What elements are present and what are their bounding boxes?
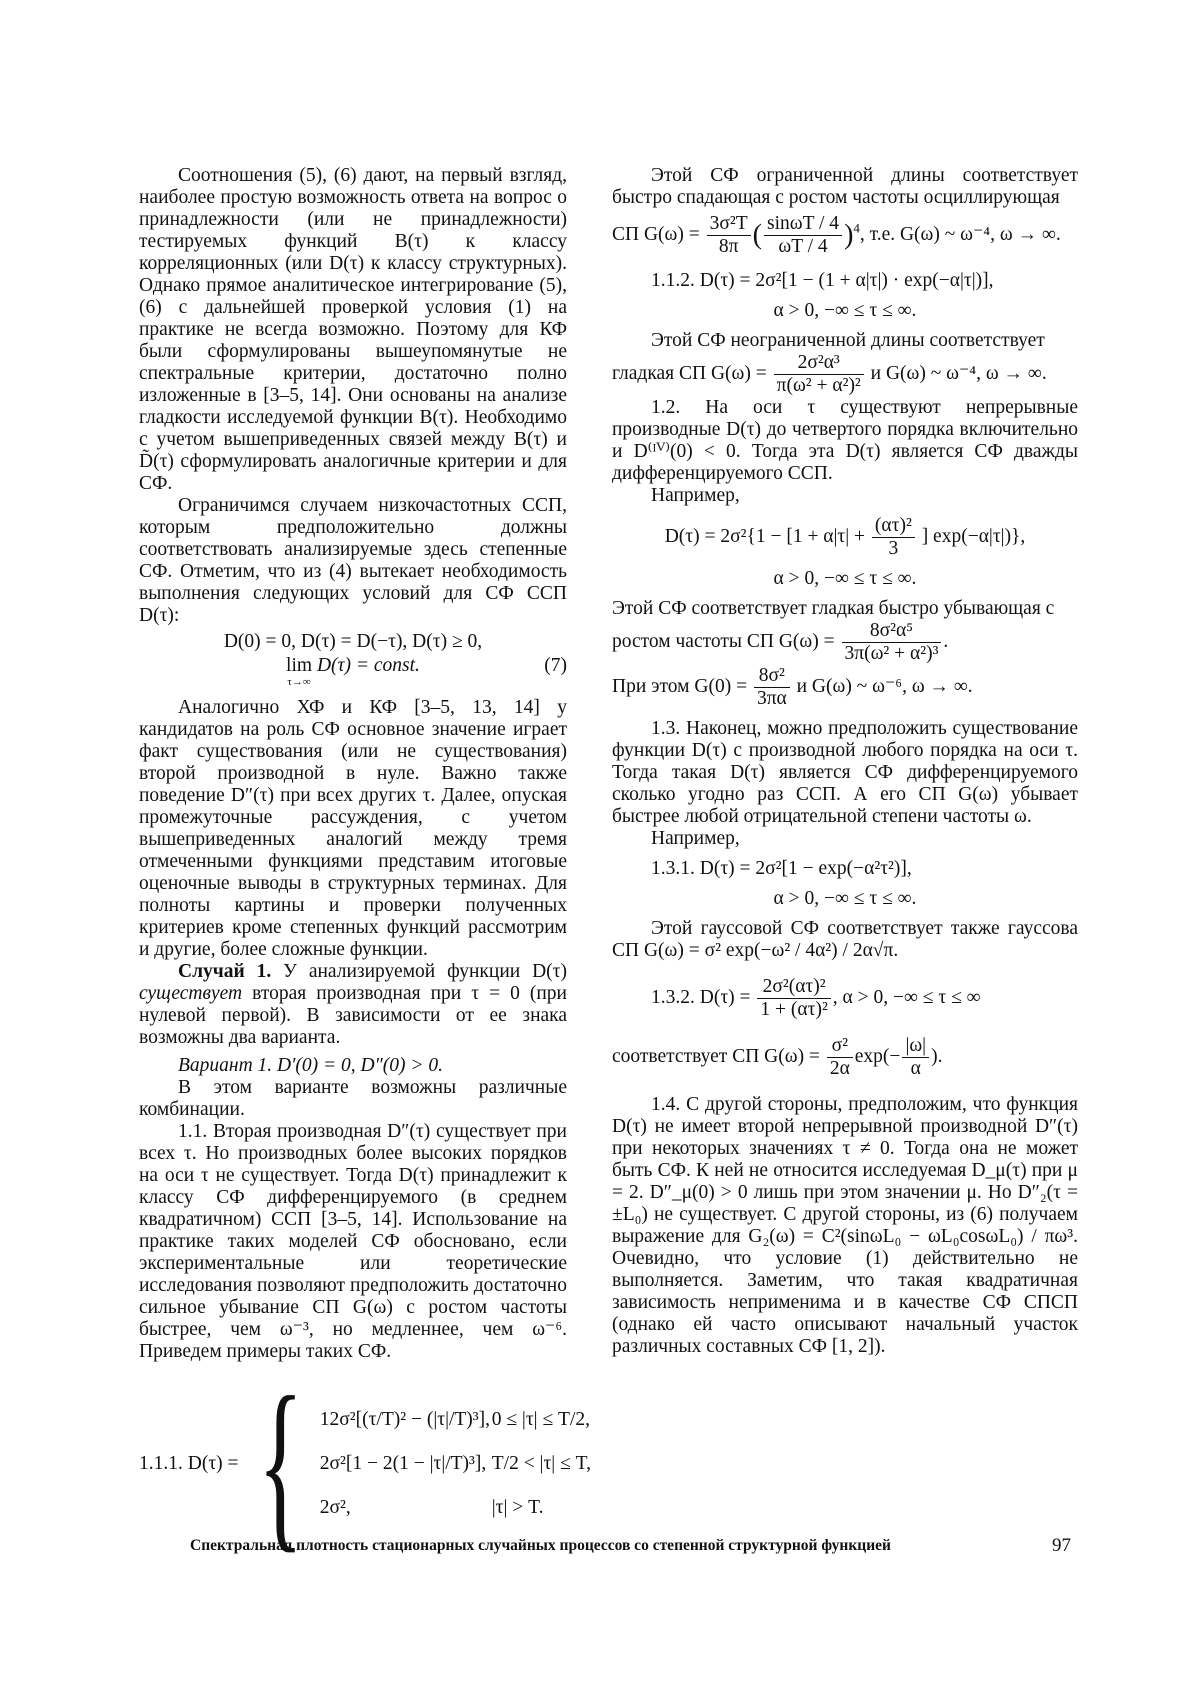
lim-operator: lim [286,655,313,676]
eq-text: ] exp(−α|τ|)}, [921,525,1026,547]
equation-number: (7) [544,655,567,676]
paragraph: Этой СФ неограниченной длины соответствует [651,330,1045,351]
right-column [612,165,1078,1358]
paragraph: Ограничимся случаем низкочастотных ССП, которым предположительно должны соответствовать анализируемые здесь степенные СФ. Отметим, что из (4) вытекает необходимость выполнения следующих условий для СФ ССП D(τ): [139,495,567,626]
eq-text: и G(ω) ~ ω⁻⁴, ω → ∞. [870,362,1047,384]
case-heading: Случай 1. [178,961,272,982]
spectral-density-5 [612,1035,1078,1080]
spectral-density-2 [612,352,1078,397]
denominator: 3 [888,538,899,559]
equation-7a: D(0) = 0, D(τ) = D(−τ), D(τ) ≥ 0, [223,631,483,652]
equation-1-3-2 [612,976,1078,1021]
fraction [754,665,790,710]
paragraph: Например, [651,828,740,849]
variant-heading: Вариант 1. D′(0) = 0, D″(0) > 0. [178,1055,444,1076]
eq-text: и G(ω) ~ ω⁻⁶, ω → ∞. [796,675,973,697]
paragraph: 1.2. На оси τ существуют непрерывные производные D(τ) до четвертого порядка включительно и D⁽ᴵⱽ⁾(0) < 0. Тогда эта D(τ) является СФ дважды дифференцируемого ССП. [612,397,1078,484]
eq-text: exp(− [854,1045,901,1067]
paragraph: 1.4. С другой стороны, предположим, что функция D(τ) не имеет второй непрерывной производной D″(τ) при некоторых значениях τ ≠ 0. Тогда она не может быть СФ. К ней не относится исследуемая D_μ(τ) при μ = 2. D″_μ(0) > 0 лишь при этом значении μ. Но D″₂(τ = ±L₀) не существует. С другой стороны, из (6) получаем выражение для G₂(ω) = C²(sinωL₀ − ωL₀cosωL₀) / πω³. Очевидно, что условие (1) действительно не выполняется. Заметим, что такая квадратичная зависимость неприменима и в качестве СФ СПСП (однако ей часто описывают начальный участок различных составных СФ [1, 2]). [612,1094,1078,1357]
numerator: sinωT / 4 [764,213,842,236]
paragraph: 1.1. Вторая производная D″(τ) существует при всех τ. Но производных более высоких порядков на оси τ не существует. Тогда D(τ) принадлежит к классу СФ дифференцируемого (в среднем квадратичном) ССП [3–5, 14]. Использование на практике таких моделей СФ обосновано, если экспериментальные или теоретические исследования позволяют предположить достаточно сильное убывание СП G(ω) с ростом частоты быстрее, чем ω⁻³, но медленнее, чем ω⁻⁶. Приведем примеры таких СФ. [139,1121,567,1362]
numerator: (ατ)² [872,515,915,538]
left-column [139,165,591,1569]
equation-1-1-1 [139,1359,591,1569]
eq-label: 1.1.1. D(τ) = [139,1453,239,1474]
paragraph: Этой гауссовой СФ соответствует также гауссова СП G(ω) = σ² exp(−ω² / 4α²) / 2α√π. [612,918,1078,961]
denominator: π(ω² + α²)² [776,375,861,396]
eq-text: , α > 0, −∞ ≤ τ ≤ ∞ [832,986,981,1008]
case-text-b: вторая производная при τ = 0 (при нулевой первой). В зависимости от ее знака возможны два варианта. [139,983,567,1048]
running-footer-title: Спектральная плотность стационарных случайных процессов со степенной структурной функцией [190,1537,891,1554]
fraction [764,213,842,258]
eq-text: 1.3.2. D(τ) = [651,986,751,1008]
page-number: 97 [1052,1535,1071,1556]
numerator: 3σ²T [707,213,751,236]
denominator: 3π(ω² + α²)³ [844,643,939,664]
paragraph: Этой СФ ограниченной длины соответствует быстро спадающая с ростом частоты осциллирующая [612,165,1078,208]
denominator: 8π [718,236,739,257]
eq-text: , т.е. G(ω) ~ ω⁻⁴, ω → ∞. [859,223,1061,245]
piecewise-rows [320,1409,602,1519]
numerator: σ² [827,1035,853,1058]
fraction [902,1035,929,1080]
numerator: 2σ²(ατ)² [757,976,830,999]
eq-text: соответствует СП G(ω) = [612,1045,820,1067]
eq-text: D(τ) = 2σ²{1 − [1 + α|τ| + [664,525,866,547]
case-emphasis: существует [139,983,243,1004]
condition-line: α > 0, −∞ ≤ τ ≤ ∞. [773,300,917,321]
piece-condition: T/2 < |τ| ≤ T, [491,1453,591,1474]
paragraph: Например, [651,485,740,506]
numerator: 8σ²α⁵ [842,620,942,643]
paragraph: Этой СФ соответствует гладкая быстро убывающая с ростом частоты СП [612,598,1055,652]
equation-1-2 [612,515,1078,560]
exponent: 4 [853,220,860,236]
lim-subscript: τ→∞ [287,676,311,688]
numerator: |ω| [902,1035,929,1058]
fraction [757,976,830,1021]
spectral-density-3: G(ω) = $\frac{\text{8σ²α⁵}}{\text{3π(ω² + α²)³}}$ . [778,620,949,664]
eq-text: При этом G(0) = [612,675,748,697]
fraction [827,1035,853,1080]
denominator: 2α [829,1058,850,1079]
brace-symbol: { [257,1359,303,1569]
eq-text: ). [931,1045,943,1067]
numerator: 2σ²α³ [774,352,864,375]
denominator: 1 + (ατ)² [760,999,828,1020]
lim-expression: D(τ) = const. [316,655,420,676]
fraction [707,213,751,258]
fraction [774,352,864,397]
denominator: 3πα [756,688,787,709]
equation-1-3-1: 1.3.1. D(τ) = 2σ²[1 − exp(−α²τ²)], [651,858,912,879]
paragraph: В этом варианте возможны различные комбинации. [139,1077,567,1120]
piece-condition: |τ| > T. [491,1497,544,1518]
equation-1-1-2: 1.1.2. D(τ) = 2σ²[1 − (1 + α|τ|) · exp(−α|τ|)], [651,270,994,291]
condition-line: α > 0, −∞ ≤ τ ≤ ∞. [773,568,917,589]
case-text-a: У анализируемой функции D(τ) [271,961,567,982]
paragraph: 1.3. Наконец, можно предположить существование функции D(τ) с производной любого порядка на оси τ. Тогда такая D(τ) является СФ дифференцируемого сколько угодно раз ССП. А его СП G(ω) убывает быстрее любой отрицательной степени частоты ω. [612,718,1078,827]
equation-7b [139,655,567,689]
piece-expression: 2σ²[1 − 2(1 − |τ|/T)³], [319,1453,487,1474]
spectral-density-4 [612,665,1078,710]
piece-expression: 12σ²[(τ/T)² − (|τ|/T)³], [319,1409,491,1430]
eq-text: G(ω) = [778,630,835,652]
piece-condition: 0 ≤ |τ| ≤ T/2, [491,1409,590,1430]
denominator: α [910,1058,921,1079]
spectral-density-1: СП G(ω) = $\frac{\text{3σ²T}}{8\pi}$ ( $\frac{\sin\omega T / 4}{\omega T / 4}$ )$^4$, т.е. G(ω) ~ ω⁻⁴, ω → ∞. [612,213,1061,257]
paragraph: Аналогично ХФ и КФ [3–5, 13, 14] у кандидатов на роль СФ основное значение играет факт существования (или не существования) второй производной в нуле. Важно также поведение D″(τ) при всех других τ. Далее, опуская промежуточные рассуждения, с учетом вышеприведенных аналогий между тремя отмеченными функциями представим итоговые оценочные выводы в структурных терминах. Для полноты картины и проверки полученных критериев кроме степенных функций рассмотрим и другие, более сложные функции. [139,697,567,960]
piece-expression: 2σ², [319,1497,351,1518]
numerator: 8σ² [754,665,790,688]
condition-line: α > 0, −∞ ≤ τ ≤ ∞. [773,888,917,909]
paragraph: Соотношения (5), (6) дают, на первый взгляд, наиболее простую возможность ответа на вопрос о принадлежности (или не принадлежности) тестируемых функций B(τ) к классу корреляционных (или D(τ) к классу структурных). Однако прямое аналитическое интегрирование (5), (6) с дальнейшей проверкой условия (1) на практике не всегда возможно. Поэтому для КФ были сформулированы вышеупомянутые не спектральные критерии, достаточно полно изложенные в [3–5, 14]. Они основаны на анализе гладкости исследуемой функции B(τ). Необходимо с учетом вышеприведенных связей между B(τ) и D̃(τ) сформулировать аналогичные критерии и для СФ. [139,165,567,494]
denominator: ωT / 4 [778,236,828,257]
eq-text: гладкая СП G(ω) = [612,362,767,384]
eq-text: СП G(ω) = [612,223,700,245]
fraction [842,620,942,665]
paragraph [139,961,567,1049]
fraction [872,515,915,560]
